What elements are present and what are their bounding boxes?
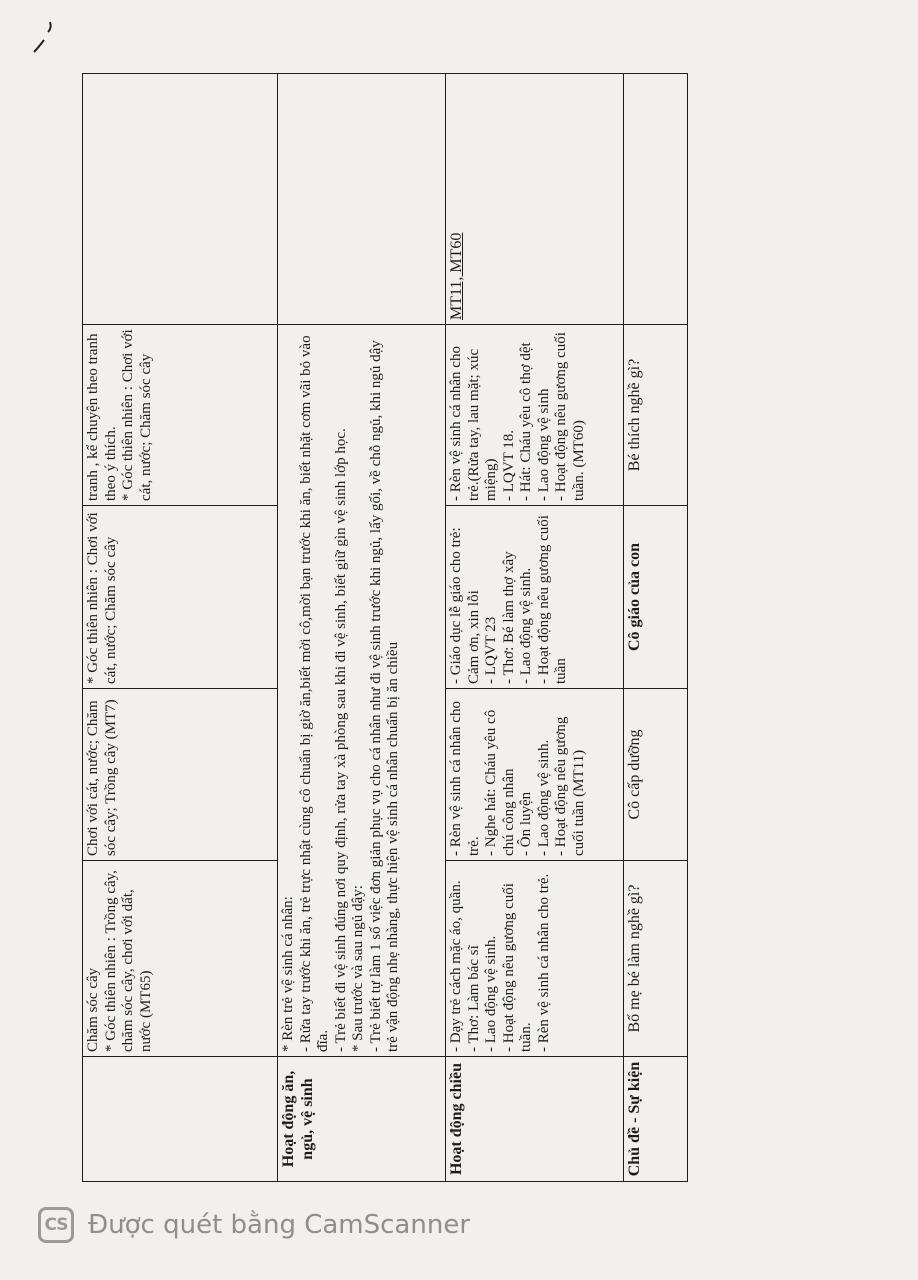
row-header-afternoon: Hoạt động chiều <box>446 1057 624 1182</box>
row3-col3-cell: - Giáo dục lễ giáo cho trẻ: Cảm ơn, xin lỗi - LQVT 23 - Thơ: Bé làm thợ xây - Lao động vệ sinh. - Hoạt động nêu gương cuối tuần <box>446 506 624 689</box>
row1-col1-cell: Chăm sóc cây * Góc thiên nhiên : Trồng cây, chăm sóc cây, chơi với dất, nước (MT65) <box>83 861 278 1057</box>
row1-col3-cell: * Góc thiên nhiên : Chơi với cát, nước; Chăm sóc cây <box>83 506 278 689</box>
row2-empty-cell <box>278 74 446 325</box>
row3-col2-cell: - Rèn vệ sinh cá nhân cho trẻ. - Nghe hát: Cháu yêu cô chú công nhân - Ôn luyện - Lao động vệ sinh. - Hoạt động nêu gương cuối tuần (MT11) <box>446 689 624 861</box>
theme-col1: Bố mẹ bé làm nghề gì? <box>624 861 688 1057</box>
table-row <box>83 74 278 1182</box>
theme-col2: Cô cấp dưỡng <box>624 689 688 861</box>
theme-col5 <box>624 74 688 325</box>
row-header-meals: Hoạt động ăn, ngủ, vệ sinh <box>278 1057 446 1182</box>
row3-col1-cell: - Dạy trẻ cách mặc áo, quần. - Thơ: Làm bác sĩ - Lao động vệ sinh. - Hoạt động nêu gương cuối tuần. - Rèn vệ sinh cá nhân cho trẻ. <box>446 861 624 1057</box>
row1-col5-cell <box>83 74 278 325</box>
camscanner-logo-icon: CS <box>38 1207 74 1243</box>
pen-mark <box>30 18 70 62</box>
row3-objectives-cell <box>446 74 624 325</box>
table-row <box>446 74 624 1182</box>
activity-plan-table <box>82 73 688 1182</box>
theme-col4: Bé thích nghề gì? <box>624 325 688 506</box>
rotated-page <box>82 74 687 1182</box>
table-row <box>624 74 688 1182</box>
meals-content-cell: * Rèn trẻ vệ sinh cá nhân: - Rửa tay trước khi ăn, trẻ trực nhật cùng cô chuẩn bị giờ ăn,biết mời cô,mời bạn trước khi ăn, biết nhặt cơm vãi bỏ vào đĩa. - Trẻ biết đi vệ sinh đúng nơi quy định, rửa tay xà phòng sau khi đi vệ sinh, biết giữ gìn vệ sinh lớp học. * Sau trước và sau ngủ dậy: - Trẻ biết tự làm 1 số việc đơn giản phục vụ cho cá nhân như đi vệ sinh trước khi ngủ, lấy gối, về chỗ ngủ, khi ngủ dậy trẻ vận động nhẹ nhàng, thực hiện vệ sinh cá nhân chuẩn bị ăn chiều <box>278 325 446 1057</box>
row1-header <box>83 1057 278 1182</box>
table-row <box>278 74 446 1182</box>
scanner-watermark <box>38 1205 470 1245</box>
objectives-code: MT11, MT60 <box>448 232 465 320</box>
row1-col2-cell: Chơi với cát, nước; Chăm sóc cây; Trồng cây (MT7) <box>83 689 278 861</box>
row1-col4-cell: tranh , kể chuyện theo tranh theo ý thích. * Góc thiên nhiên : Chơi với cát, nước; Chăm sóc cây <box>83 325 278 506</box>
watermark-text: Được quét bằng CamScanner <box>88 1210 471 1240</box>
row3-col4-cell: - Rèn vệ sinh cá nhân cho trẻ.(Rửa tay, lau mặt; xúc miệng) - LQVT 18. - Hát: Cháu yêu cô thợ dệt - Lao động vệ sinh - Hoạt động nêu gương cuối tuần. (MT60) <box>446 325 624 506</box>
theme-col3: Cô giáo của con <box>624 506 688 689</box>
row-header-theme: Chủ đề - Sự kiện <box>624 1057 688 1182</box>
